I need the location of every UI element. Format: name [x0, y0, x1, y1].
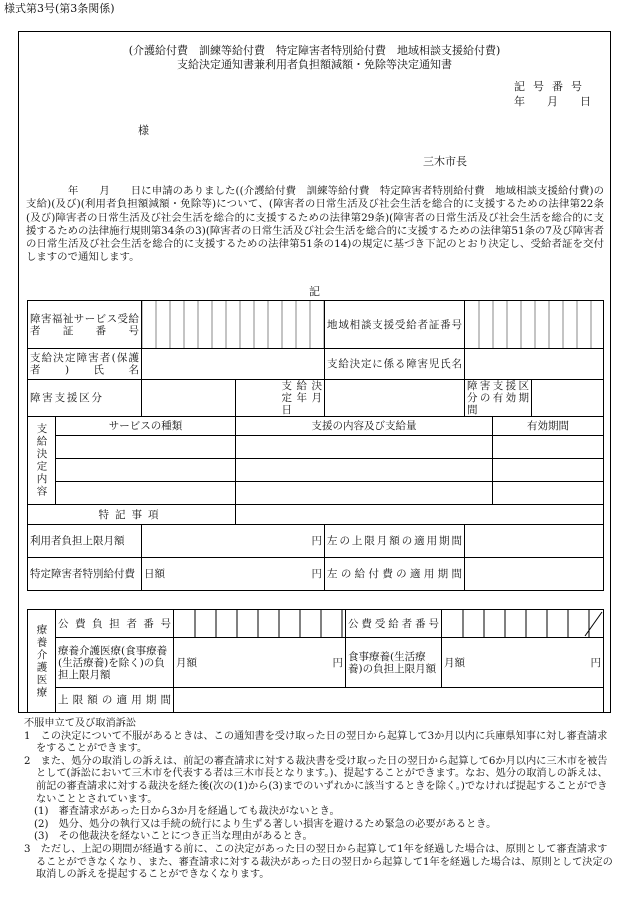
public-payer-number-field[interactable] — [174, 610, 346, 638]
addressee-suffix: 様 — [138, 124, 149, 137]
meal-cap-field[interactable] — [442, 638, 604, 688]
form-number: 様式第3号(第3条関係) — [4, 2, 115, 15]
support-content-row-2[interactable] — [236, 459, 493, 482]
appeal-section — [24, 718, 614, 882]
public-payer-number-label: 公費負担者番号 — [56, 610, 174, 638]
decision-date-label — [236, 380, 280, 417]
child-name-field[interactable] — [465, 349, 604, 380]
notice-body: 年 月 日に申請のありました((介護給付費 訓練等給付費 特定障害者特別給付費 地域相談支援給付費)の支給)(及び)(利用者負担額減額・免除等)について、(障害者の日常生活及び社会生活を総合的に支援するための法律第22条(及び)障害者の日常生活及び社会生活を総合的に支援するための法律第29条)(障害者の日常生活及び社会生活を総合的に支援するための法律施行規則第34条の3)(障害者の日常生活及び社会生活を総合的に支援するための法律第51条の7及び障害者の日常生活及び社会生活を総合的に支援するための法律第51条の14)の規定に基づき下記のとおり決定し、受給者証を交付しますので通知します。 — [26, 185, 604, 264]
meal-cap-monthly: 月額 — [444, 656, 465, 669]
cap-period-label: 左の上限月額の適用期間 — [325, 525, 465, 558]
meal-cap-yen: 円 — [590, 656, 601, 669]
service-type-row-2[interactable] — [56, 459, 236, 482]
public-recipient-number-field[interactable] — [442, 610, 604, 638]
special-notes-field[interactable] — [236, 505, 604, 525]
service-recipient-number-label: 障害福祉サービス受給者証番号 — [28, 301, 142, 349]
support-content-row-1[interactable] — [236, 436, 493, 459]
benefit-period-label: 左の給付費の適用期間 — [325, 558, 465, 591]
appeal-heading: 不服申立て及び取消訴訟 — [24, 718, 137, 729]
daily-amount-label: 日額 — [144, 568, 165, 580]
category-period-label: 障害支援区分の有効期間 — [465, 380, 532, 417]
validity-period-row-1[interactable] — [493, 436, 604, 459]
title-benefit-types: (介護給付費 訓練等給付費 特定障害者特別給付費 地域相談支援給付費) — [128, 44, 501, 57]
benefit-period-field[interactable] — [465, 558, 604, 591]
cap-period-label-2: 上限額の適用期間 — [56, 688, 174, 713]
appeal-sub-2: (2) 処分、処分の執行又は手続の続行により生ずる著しい損害を避けるため緊急の必要があるとき。 — [34, 818, 497, 830]
validity-period-header: 有効期間 — [493, 417, 604, 436]
appeal-item-1: 1 この決定について不服があるときは、この通知書を受け取った日の翌日から起算して3か月以内に兵庫県知事に対し審査請求をすることができます。 — [24, 730, 608, 755]
special-benefit-field[interactable] — [142, 558, 325, 591]
special-notes-label: 特記事項 — [28, 505, 236, 525]
regional-recipient-number-label: 地域相談支援受給者証番号 — [325, 301, 465, 349]
care-cap-monthly: 月額 — [176, 656, 197, 669]
monthly-cap-label: 利用者負担上限月額 — [28, 525, 142, 558]
appeal-sub-1: (1) 審査請求があった日から3か月を経過しても裁決がないとき。 — [34, 806, 340, 818]
support-category-label: 障害支援区分 — [28, 380, 142, 417]
medical-care-label: 療養介護医療 — [28, 610, 56, 713]
appeal-item-2: 2 また、処分の取消しの訴えは、前記の審査請求に対する裁決書を受け取った日の翌日から起算して6か月以内に三木市を被告として(訴訟において三木市を代表する者は三木市長となります。)、提起することができます。なお、処分の取消しの訴えは、前記の審査請求に対する裁決を経た後(次の(1)から(3)までのいずれかに該当するときを除く。)でなければ提起することができないこととされています。 — [24, 755, 608, 805]
document-date-label: 年 月 日 — [514, 95, 591, 108]
appeal-sub-3: (3) その他裁決を経ないことにつき正当な理由があるとき。 — [34, 831, 313, 843]
cap-period-field[interactable] — [465, 525, 604, 558]
support-content-header: 支援の内容及び支給量 — [236, 417, 493, 436]
daily-amount-yen: 円 — [311, 568, 322, 580]
service-type-row-1[interactable] — [56, 436, 236, 459]
child-name-label: 支給決定に係る障害児氏名 — [325, 349, 465, 380]
decision-date-field[interactable] — [325, 380, 465, 417]
medical-care-table — [27, 609, 604, 713]
decision-table — [27, 300, 604, 591]
issuer-name: 三木市長 — [423, 155, 467, 168]
support-content-row-3[interactable] — [236, 482, 493, 505]
decision-date-label-text: 支給決定年月日 — [280, 380, 325, 417]
care-cap-yen: 円 — [332, 656, 343, 669]
care-cap-label: 療養介護医療(食事療養(生活療養)を除く)の負担上限月額 — [56, 638, 174, 688]
ki-heading: 記 — [309, 285, 320, 298]
service-type-header: サービスの種類 — [56, 417, 236, 436]
document-number-label: 記号番号 — [514, 80, 590, 93]
cap-period-field-2[interactable] — [174, 688, 604, 713]
support-category-field[interactable] — [142, 380, 236, 417]
monthly-cap-field[interactable] — [142, 525, 325, 558]
validity-period-row-3[interactable] — [493, 482, 604, 505]
category-period-field[interactable] — [532, 380, 604, 417]
document-title: 支給決定通知書兼利用者負担額減額・免除等決定通知書 — [177, 58, 452, 71]
special-benefit-label: 特定障害者特別給付費 — [28, 558, 142, 591]
regional-recipient-number-field[interactable] — [465, 301, 604, 349]
recipient-name-field[interactable] — [142, 349, 325, 380]
care-cap-field[interactable] — [174, 638, 346, 688]
service-recipient-number-field[interactable] — [142, 301, 325, 349]
decision-content-label: 支給決定内容 — [28, 417, 56, 505]
recipient-name-label: 支給決定障害者(保護者)氏名 — [28, 349, 142, 380]
diagonal-mark-icon — [583, 611, 603, 637]
validity-period-row-2[interactable] — [493, 459, 604, 482]
monthly-cap-yen: 円 — [311, 535, 322, 547]
appeal-item-3: 3 ただし、上記の期間が経過する前に、この決定があった日の翌日から起算して1年を経過した場合は、原則として審査請求することができなくなり、また、審査請求に対する裁決があった日の翌日から起算して1年を経過した場合は、原則として決定の取消しの訴えを提起することができなくなります。 — [24, 843, 613, 881]
meal-cap-label: 食事療養(生活療養)の負担上限月額 — [346, 638, 442, 688]
public-recipient-number-label: 公費受給者番号 — [346, 610, 442, 638]
service-type-row-3[interactable] — [56, 482, 236, 505]
